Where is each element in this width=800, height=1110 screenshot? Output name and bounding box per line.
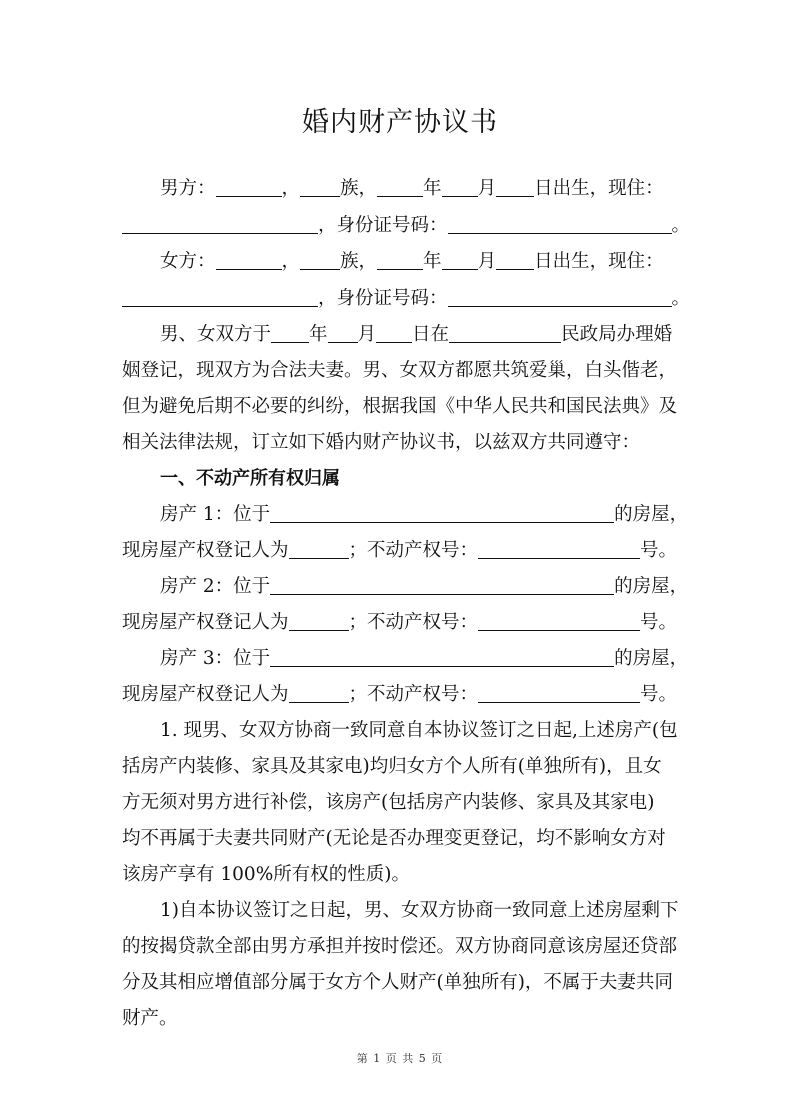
- wife-label: 女方：: [160, 251, 216, 272]
- page-number-footer: 第 1 页 共 5 页: [356, 1052, 444, 1065]
- wife-name-blank[interactable]: [216, 249, 282, 270]
- clause-1-line-1: 1. 现男、女双方协商一致同意自本协议签订之日起,上述房产(包: [160, 720, 678, 741]
- husband-birth-year-blank[interactable]: [377, 176, 423, 197]
- intro-line-3: 但为避免后期不必要的纠纷，根据我国《中华人民共和国民法典》及: [122, 396, 678, 417]
- section-heading: 一、不动产所有权归属: [160, 468, 340, 489]
- registration-day-blank[interactable]: [376, 322, 412, 343]
- wife-birth-year-blank[interactable]: [377, 249, 423, 270]
- wife-id-blank[interactable]: [448, 286, 672, 307]
- husband-address-line: ，身份证号码： 。: [122, 209, 682, 242]
- husband-id-blank[interactable]: [448, 213, 672, 234]
- clause-1-1-line-4: 财产。: [122, 1008, 178, 1029]
- husband-address-blank[interactable]: [122, 213, 318, 234]
- wife-ethnicity-blank[interactable]: [300, 249, 340, 270]
- clause-1-1-line-2: 的按揭贷款全部由男方承担并按时偿还。双方协商同意该房屋还贷部: [122, 936, 678, 957]
- property-1-registration-line: 现房屋产权登记人为 ；不动产权号： 号。: [122, 540, 678, 561]
- husband-name-blank[interactable]: [216, 176, 282, 197]
- property-3-registrant-blank[interactable]: [289, 682, 349, 703]
- property-2-location-blank[interactable]: [270, 574, 614, 595]
- clause-1-line-5: 该房产享有 100%所有权的性质)。: [122, 864, 410, 885]
- wife-birth-month-blank[interactable]: [442, 249, 478, 270]
- property-3-location-line: 房产 3：位于 的房屋，: [160, 648, 689, 669]
- property-2-location-line: 房产 2：位于 的房屋，: [160, 576, 689, 597]
- property-3-cert-number-blank[interactable]: [478, 682, 640, 703]
- property-1-registrant-blank[interactable]: [289, 538, 349, 559]
- clause-1-line-4: 均不再属于夫妻共同财产(无论是否办理变更登记，均不影响女方对: [122, 828, 666, 849]
- husband-ethnicity-blank[interactable]: [300, 176, 340, 197]
- property-1-cert-number-blank[interactable]: [478, 538, 640, 559]
- husband-birth-month-blank[interactable]: [442, 176, 478, 197]
- registration-year-blank[interactable]: [271, 322, 309, 343]
- wife-info-line: 女方： ， 族， 年 月 日出生，现住：: [160, 251, 664, 272]
- property-3-registration-line: 现房屋产权登记人为 ；不动产权号： 号。: [122, 684, 678, 705]
- clause-1-1-line-3: 分及其相应增值部分属于女方个人财产(单独所有)，不属于夫妻共同: [122, 972, 673, 993]
- civil-affairs-bureau-blank[interactable]: [449, 322, 561, 343]
- clause-1-line-2: 括房产内装修、家具及其家电)均归女方个人所有(单独所有)，且女: [122, 756, 662, 777]
- husband-info-line: 男方： ， 族， 年 月 日出生，现住：: [160, 178, 664, 199]
- clause-1-1-line-1: 1)自本协议签订之日起，男、女双方协商一致同意上述房屋剩下: [160, 900, 679, 921]
- clause-1-line-3: 方无须对男方进行补偿，该房产(包括房产内装修、家具及其家电): [122, 792, 655, 813]
- property-2-registrant-blank[interactable]: [289, 610, 349, 631]
- wife-address-blank[interactable]: [122, 286, 318, 307]
- intro-line-1: 男、女双方于 年 月 日在 民政局办理婚: [160, 324, 673, 345]
- husband-birth-day-blank[interactable]: [496, 176, 534, 197]
- property-2-cert-number-blank[interactable]: [478, 610, 640, 631]
- property-3-location-blank[interactable]: [270, 646, 614, 667]
- wife-birth-day-blank[interactable]: [496, 249, 534, 270]
- property-2-registration-line: 现房屋产权登记人为 ；不动产权号： 号。: [122, 612, 678, 633]
- document-title: 婚内财产协议书: [302, 107, 498, 138]
- property-1-location-blank[interactable]: [270, 502, 614, 523]
- registration-month-blank[interactable]: [328, 322, 358, 343]
- husband-label: 男方：: [160, 178, 216, 199]
- intro-line-2: 姻登记，现双方为合法夫妻。男、女双方都愿共筑爱巢，白头偕老，: [122, 360, 678, 381]
- intro-line-4: 相关法律法规，订立如下婚内财产协议书，以兹双方共同遵守：: [122, 432, 641, 453]
- property-1-location-line: 房产 1：位于 的房屋，: [160, 504, 689, 525]
- wife-address-line: ，身份证号码： 。: [122, 282, 682, 315]
